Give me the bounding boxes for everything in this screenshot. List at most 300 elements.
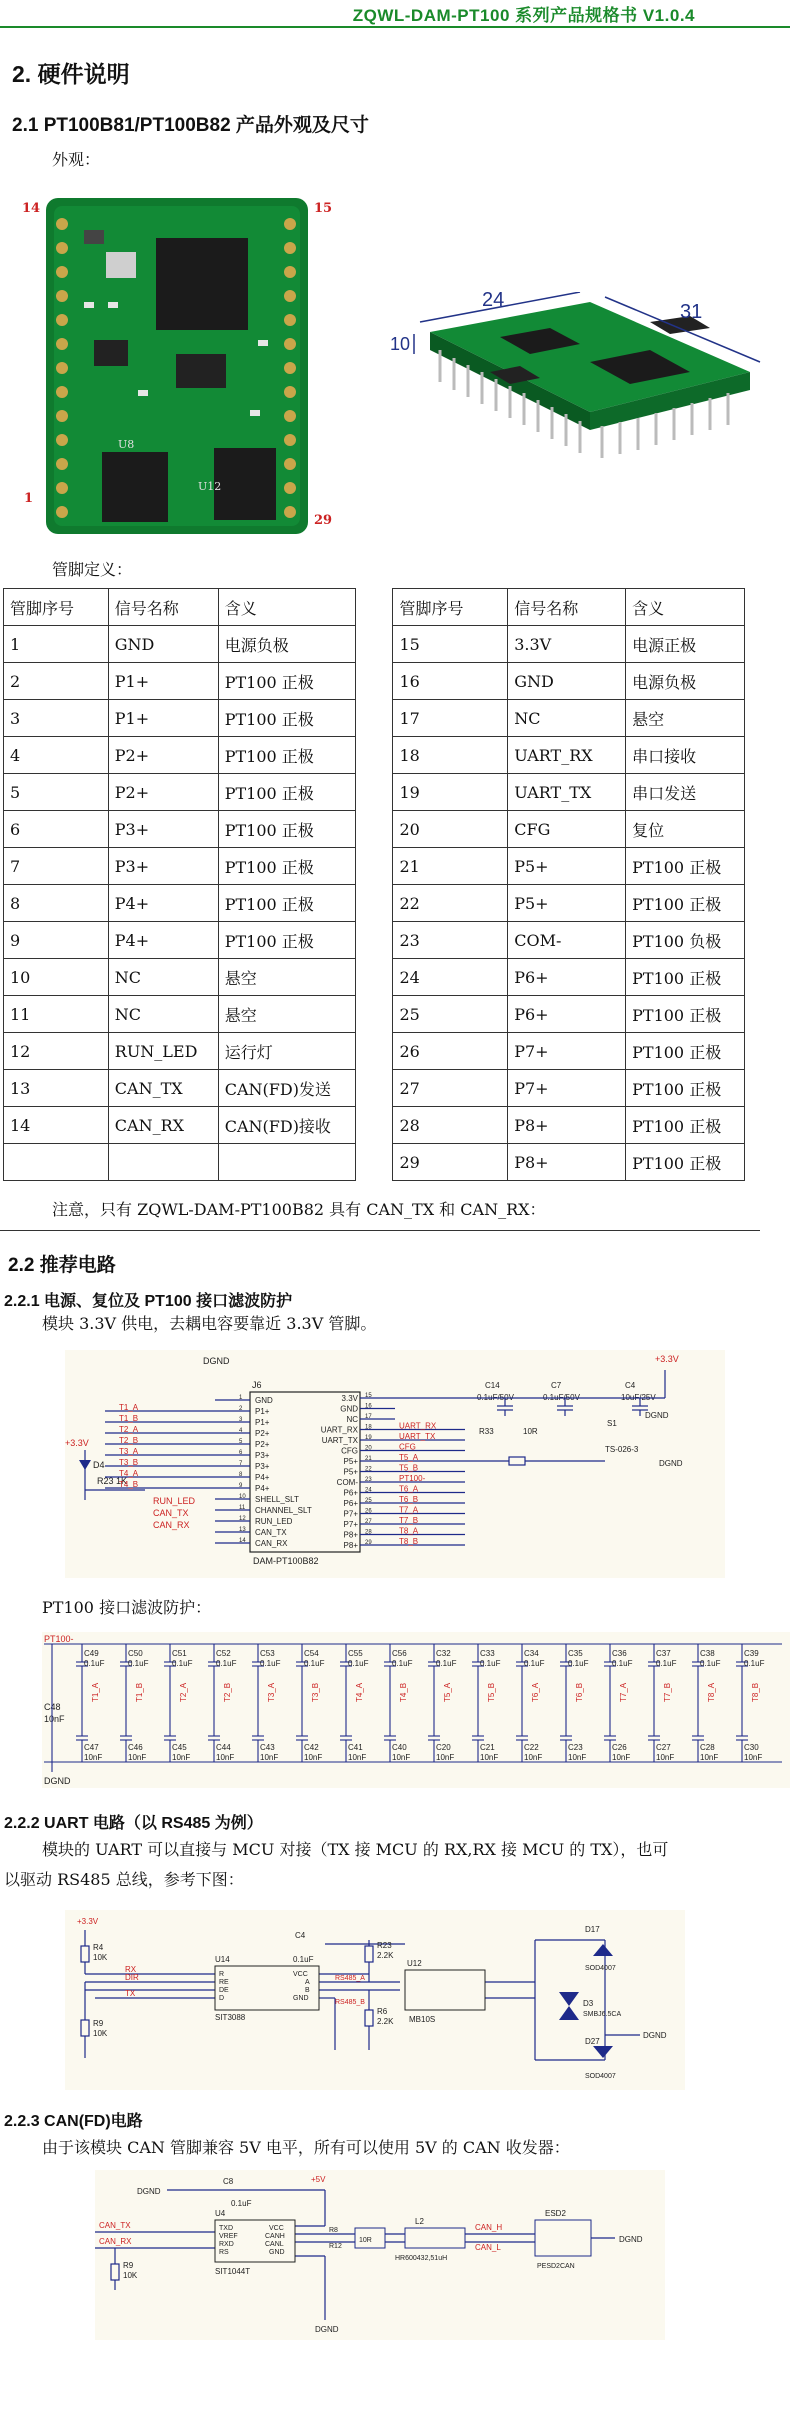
u14-pin-de: DE xyxy=(219,1987,229,1994)
gap-cell xyxy=(355,589,393,626)
j6-right-pin-number: 17 xyxy=(365,1414,372,1420)
j6-left-pin-number: 14 xyxy=(239,1538,246,1544)
j6-left-pin-number: 6 xyxy=(239,1450,243,1456)
left-net: T2_A xyxy=(119,1425,139,1434)
dim-length: 31 xyxy=(680,301,703,323)
top-cap-label: C39 xyxy=(744,1649,759,1658)
bot-cap-value: 10nF xyxy=(656,1753,675,1762)
dir-net: DIR xyxy=(125,1973,139,1982)
u12-part: MB10S xyxy=(409,2015,436,2024)
pin-cell: 27 xyxy=(393,1070,508,1107)
pin-cell: NC xyxy=(108,959,218,996)
left-net: T1_A xyxy=(119,1403,139,1412)
j6-right-pin: UART_RX xyxy=(320,1425,358,1435)
can-schematic-svg xyxy=(95,2170,665,2340)
j6-right-pin: GND xyxy=(340,1404,358,1414)
c14-label: C14 xyxy=(485,1381,500,1390)
top-cap-label: C35 xyxy=(568,1649,583,1658)
d3-part: SMBJ6.5CA xyxy=(583,2011,622,2018)
bot-cap-label: C46 xyxy=(128,1743,143,1752)
right-net: CFG xyxy=(399,1442,416,1452)
pin-cell: CAN_RX xyxy=(108,1107,218,1144)
top-cap-label: C56 xyxy=(392,1649,407,1658)
pin-cell: NC xyxy=(108,996,218,1033)
pin-cell: P6+ xyxy=(508,959,626,996)
pin-cell: RUN_LED xyxy=(108,1033,218,1070)
c4-value: 10uF/25V xyxy=(621,1393,656,1402)
gap-cell xyxy=(355,848,393,885)
pin-row xyxy=(4,774,745,811)
pin-cell: 悬空 xyxy=(626,700,745,737)
pin-cell: 1 xyxy=(4,626,109,663)
right-net: T8_B xyxy=(399,1537,419,1546)
bot-cap-label: C22 xyxy=(524,1743,539,1752)
j6-right-pin-number: 19 xyxy=(365,1435,372,1441)
j6-right-pin: NC xyxy=(346,1415,358,1424)
bot-cap-value: 10nF xyxy=(348,1753,367,1762)
pin-cell: 13 xyxy=(4,1070,109,1107)
pin-cell: 26 xyxy=(393,1033,508,1070)
top-cap-label: C50 xyxy=(128,1649,143,1658)
pin-cell: PT100 正极 xyxy=(218,700,355,737)
pin-cell: P7+ xyxy=(508,1070,626,1107)
pin-cell: P7+ xyxy=(508,1033,626,1070)
pin-def-label: 管脚定义： xyxy=(52,560,133,579)
rs485-schematic-svg xyxy=(65,1910,685,2090)
pin-row xyxy=(4,1033,745,1070)
pin-cell: PT100 正极 xyxy=(626,848,745,885)
rs485-schematic xyxy=(65,1910,685,2090)
pin-cell: 14 xyxy=(4,1107,109,1144)
gap-cell xyxy=(355,885,393,922)
pin-row xyxy=(4,885,745,922)
pin-cell: CAN(FD)接收 xyxy=(218,1107,355,1144)
gap-cell xyxy=(355,774,393,811)
r12-label: R12 xyxy=(329,2243,342,2250)
v33-right: +3.3V xyxy=(655,1354,679,1364)
c14-value: 0.1uF/50V xyxy=(477,1393,514,1402)
pin-cell: PT100 正极 xyxy=(218,663,355,700)
pin-cell: P2+ xyxy=(108,737,218,774)
pin-row xyxy=(4,663,745,700)
top-cap-value: 0.1uF xyxy=(744,1659,765,1668)
pin-cell: 24 xyxy=(393,959,508,996)
pin-cell: P5+ xyxy=(508,885,626,922)
header-rule xyxy=(0,26,790,28)
right-net: PT100- xyxy=(399,1474,426,1483)
j6-right-pin-number: 26 xyxy=(365,1508,372,1515)
r6-label: R6 xyxy=(377,2007,388,2016)
pin29-label: 29 xyxy=(314,513,333,528)
pin-table-header xyxy=(4,589,745,626)
bot-cap-value: 10nF xyxy=(480,1753,499,1762)
bot-cap-label: C41 xyxy=(348,1743,363,1752)
j6-right-pin-number: 29 xyxy=(365,1540,372,1546)
tx-net: TX xyxy=(125,1989,136,1998)
j6-left-pin-number: 9 xyxy=(239,1483,243,1489)
top-cap-value: 0.1uF xyxy=(216,1659,237,1668)
j6-left-pin: CAN_RX xyxy=(255,1539,288,1548)
pin-cell: GND xyxy=(508,663,626,700)
top-cap-label: C55 xyxy=(348,1649,363,1658)
r23-label: R23 1K xyxy=(97,1476,128,1486)
pin-cell: PT100 正极 xyxy=(218,811,355,848)
r33-label: R33 xyxy=(479,1427,494,1436)
page-header xyxy=(0,0,790,30)
pin-cell: P1+ xyxy=(108,663,218,700)
u4-part: SIT1044T xyxy=(215,2267,251,2276)
gap-cell xyxy=(355,1070,393,1107)
bot-cap-label: C20 xyxy=(436,1743,451,1752)
bot-cap-value: 10nF xyxy=(436,1753,455,1762)
pin-cell: P8+ xyxy=(508,1144,626,1181)
run-led-net: RUN_LED xyxy=(153,1496,196,1506)
bot-cap-value: 10nF xyxy=(304,1753,323,1762)
j6-left-pin: P3+ xyxy=(255,1451,270,1460)
pin-cell xyxy=(108,1144,218,1181)
j6-right-pin: P6+ xyxy=(343,1488,358,1498)
pin-cell: PT100 正极 xyxy=(218,774,355,811)
u4-pin-rs: RS xyxy=(219,2249,229,2256)
bot-cap-value: 10nF xyxy=(524,1753,543,1762)
filter-net: T5_A xyxy=(443,1682,452,1702)
c4-rs485: C4 xyxy=(295,1931,306,1940)
dgnd-label: DGND xyxy=(203,1356,230,1366)
top-cap-label: C33 xyxy=(480,1649,495,1658)
bot-cap-value: 10nF xyxy=(128,1753,147,1762)
dgnd-filter: DGND xyxy=(44,1776,71,1786)
top-cap-label: C37 xyxy=(656,1649,671,1658)
bot-cap-label: C30 xyxy=(744,1743,759,1752)
header-cell: 信号名称 xyxy=(508,589,626,626)
dgnd-switch: DGND xyxy=(659,1459,683,1468)
d27-part: SOD4007 xyxy=(585,2073,616,2080)
j6-left-pin-number: 1 xyxy=(239,1395,243,1401)
top-cap-value: 0.1uF xyxy=(524,1659,545,1668)
pin-cell: UART_TX xyxy=(508,774,626,811)
pin-cell: PT100 正极 xyxy=(218,885,355,922)
top-cap-label: C38 xyxy=(700,1649,715,1658)
pin-row xyxy=(4,1107,745,1144)
pin-cell: 11 xyxy=(4,996,109,1033)
filter-net: T6_A xyxy=(531,1682,540,1702)
r9-can-value: 10K xyxy=(123,2271,138,2280)
j6-right-pin-number: 21 xyxy=(365,1456,372,1462)
bot-cap-label: C21 xyxy=(480,1743,495,1752)
pin-cell: COM- xyxy=(508,922,626,959)
top-cap-value: 0.1uF xyxy=(480,1659,501,1668)
u14-pin-vcc: VCC xyxy=(293,1971,308,1978)
u14-pin-re: RE xyxy=(219,1979,229,1986)
header-cell: 管脚序号 xyxy=(4,589,109,626)
v33-left: +3.3V xyxy=(65,1438,89,1448)
pin-cell: GND xyxy=(108,626,218,663)
r4-label: R4 xyxy=(93,1943,104,1952)
pin-cell: P3+ xyxy=(108,811,218,848)
pin-cell: 悬空 xyxy=(218,996,355,1033)
bot-cap-value: 10nF xyxy=(260,1753,279,1762)
filter-net: T8_B xyxy=(751,1682,760,1702)
pin-cell: PT100 正极 xyxy=(626,1144,745,1181)
bot-cap-label: C26 xyxy=(612,1743,627,1752)
filter-net: T2_A xyxy=(179,1682,188,1702)
left-net: T1_B xyxy=(119,1414,139,1423)
bot-cap-label: C43 xyxy=(260,1743,275,1752)
bot-cap-label: C45 xyxy=(172,1743,187,1752)
canl-net: CAN_L xyxy=(475,2243,501,2252)
filter-net: T4_A xyxy=(355,1682,364,1702)
uart-text-2: 以驱动 RS485 总线，参考下图： xyxy=(4,1870,244,1889)
pin-cell: PT100 正极 xyxy=(626,1070,745,1107)
r23-rs485: R23 xyxy=(377,1941,392,1950)
j6-right-pin-number: 23 xyxy=(365,1477,372,1483)
rs485a-net: RS485_A xyxy=(335,1975,365,1982)
dgnd-cap: DGND xyxy=(645,1411,669,1420)
right-net: T6_A xyxy=(399,1484,419,1494)
j6-right-pin: P5+ xyxy=(343,1467,358,1477)
top-cap-label: C54 xyxy=(304,1649,319,1658)
left-net: T4_A xyxy=(119,1469,139,1478)
bot-cap-label: C42 xyxy=(304,1743,319,1752)
pin-row xyxy=(4,700,745,737)
j6-right-pin-number: 24 xyxy=(365,1487,372,1494)
pin-cell: 23 xyxy=(393,922,508,959)
top-cap-value: 0.1uF xyxy=(392,1659,413,1668)
canh-net: CAN_H xyxy=(475,2223,503,2232)
gap-cell xyxy=(355,959,393,996)
j6-right-pin: 3.3V xyxy=(341,1394,358,1403)
pin-cell: 7 xyxy=(4,848,109,885)
j6-left-pin-number: 4 xyxy=(239,1428,243,1434)
j6-label: J6 xyxy=(252,1380,262,1390)
pin-cell: PT100 正极 xyxy=(626,996,745,1033)
c48-label: C48 xyxy=(44,1702,61,1712)
can-tx-net: CAN_TX xyxy=(153,1508,189,1518)
pin-cell: P2+ xyxy=(108,774,218,811)
u14-pin-gnd: GND xyxy=(293,1995,309,2002)
gap-cell xyxy=(355,1107,393,1144)
c8-value: 0.1uF xyxy=(231,2199,252,2208)
d17-part: SOD4007 xyxy=(585,1965,616,1972)
c8-label: C8 xyxy=(223,2177,234,2186)
dgnd-esd: DGND xyxy=(619,2235,643,2244)
board-3d-photo xyxy=(390,292,780,512)
j6-right-pin-number: 28 xyxy=(365,1529,372,1536)
r23-rs485-value: 2.2K xyxy=(377,1951,394,1960)
j6-right-pin: P8+ xyxy=(343,1530,358,1540)
rx-net: RX xyxy=(125,1965,137,1974)
dgnd-rs485: DGND xyxy=(643,2031,667,2040)
c4-rs485-value: 0.1uF xyxy=(293,1955,314,1964)
header-title: ZQWL-DAM-PT100 系列产品规格书 V1.0.4 xyxy=(352,6,695,25)
section-2-2-title: 2.2 推荐电路 xyxy=(8,1255,116,1276)
header-cell: 含义 xyxy=(218,589,355,626)
section-2-title: 2. 硬件说明 xyxy=(12,61,130,87)
pin-cell: 运行灯 xyxy=(218,1033,355,1070)
pin-cell: 串口接收 xyxy=(626,737,745,774)
j6-right-pin: P5+ xyxy=(343,1457,358,1466)
filter-net: T7_B xyxy=(663,1682,672,1702)
power-reset-schematic xyxy=(65,1350,725,1578)
pin-cell: 12 xyxy=(4,1033,109,1070)
pin-cell: P1+ xyxy=(108,700,218,737)
left-net: T4_B xyxy=(119,1480,139,1489)
j6-left-pin: CAN_TX xyxy=(255,1528,287,1537)
r9-value: 10K xyxy=(93,2029,108,2038)
pin-cell: 22 xyxy=(393,885,508,922)
pin-cell: 10 xyxy=(4,959,109,996)
led-d4: D4 xyxy=(93,1460,105,1470)
l2-label: L2 xyxy=(415,2217,424,2226)
pin14-label: 14 xyxy=(22,201,41,216)
u14-pin-d: D xyxy=(219,1995,225,2002)
j6-left-pin: RUN_LED xyxy=(255,1517,293,1526)
pin-cell xyxy=(218,1144,355,1181)
right-net: UART_TX xyxy=(399,1432,436,1441)
r33-value: 10R xyxy=(523,1427,538,1436)
s1-label: S1 xyxy=(607,1419,617,1428)
pin-cell: 复位 xyxy=(626,811,745,848)
pin-cell: PT100 正极 xyxy=(626,885,745,922)
section-2-2-1-title: 2.2.1 电源、复位及 PT100 接口滤波防护 xyxy=(4,1293,293,1310)
bot-cap-value: 10nF xyxy=(84,1753,103,1762)
filter-net: T5_B xyxy=(487,1682,496,1702)
pin-row xyxy=(4,1070,745,1107)
top-cap-label: C53 xyxy=(260,1649,275,1658)
r8-label: R8 xyxy=(329,2227,338,2234)
pin-cell: 电源负极 xyxy=(218,626,355,663)
filter-text: PT100 接口滤波防护： xyxy=(42,1598,212,1617)
pin-row xyxy=(4,811,745,848)
right-net: UART_RX xyxy=(399,1421,437,1431)
bot-cap-label: C28 xyxy=(700,1743,715,1752)
pin-cell: 20 xyxy=(393,811,508,848)
filter-net: T1_A xyxy=(91,1682,100,1702)
pin-cell: 4 xyxy=(4,737,109,774)
power-reset-schematic-svg xyxy=(65,1350,725,1578)
top-cap-label: C51 xyxy=(172,1649,187,1658)
j6-right-pin-number: 15 xyxy=(365,1393,372,1399)
pin-cell: 8 xyxy=(4,885,109,922)
j6-right-pin-number: 16 xyxy=(365,1403,372,1410)
filter-net: T4_B xyxy=(399,1682,408,1702)
j6-right-pin: COM- xyxy=(336,1478,358,1487)
pin-cell: 电源负极 xyxy=(626,663,745,700)
pin-row xyxy=(4,996,745,1033)
can-rx-net: CAN_RX xyxy=(153,1520,190,1530)
top-cap-value: 0.1uF xyxy=(128,1659,149,1668)
top-cap-value: 0.1uF xyxy=(260,1659,281,1668)
u14-label: U14 xyxy=(215,1955,230,1964)
j6-left-pin-number: 13 xyxy=(239,1527,246,1533)
appearance-label: 外观： xyxy=(52,150,101,169)
dim-height: 10 xyxy=(390,334,411,354)
rs485b-net: RS485_B xyxy=(335,1999,365,2006)
pin-cell: 串口发送 xyxy=(626,774,745,811)
c48-value: 10nF xyxy=(44,1714,65,1724)
u4-label: U4 xyxy=(215,2209,226,2218)
r9-label: R9 xyxy=(93,2019,104,2028)
dgnd-can-bottom: DGND xyxy=(315,2325,339,2334)
c7-label: C7 xyxy=(551,1381,562,1390)
pin-row xyxy=(4,959,745,996)
section-2-2-2-title: 2.2.2 UART 电路（以 RS485 为例） xyxy=(4,1815,263,1832)
j6-left-pin-number: 2 xyxy=(239,1406,243,1412)
top-cap-value: 0.1uF xyxy=(84,1659,105,1668)
filter-net: T8_A xyxy=(707,1682,716,1702)
pin-cell: P4+ xyxy=(108,885,218,922)
right-net: T7_B xyxy=(399,1516,419,1525)
top-cap-value: 0.1uF xyxy=(612,1659,633,1668)
r6-value: 2.2K xyxy=(377,2017,394,2026)
pin-cell: 29 xyxy=(393,1144,508,1181)
pin-cell: CAN_TX xyxy=(108,1070,218,1107)
gap-cell xyxy=(355,700,393,737)
bot-cap-label: C40 xyxy=(392,1743,407,1752)
can-schematic xyxy=(95,2170,665,2340)
j6-part: DAM-PT100B82 xyxy=(253,1556,319,1566)
pin-row xyxy=(4,1144,745,1181)
gap-cell xyxy=(355,996,393,1033)
j6-left-pin: P3+ xyxy=(255,1462,270,1471)
power-text: 模块 3.3V 供电，去耦电容要靠近 3.3V 管脚。 xyxy=(42,1314,377,1333)
top-cap-label: C34 xyxy=(524,1649,539,1658)
j6-left-pin-number: 3 xyxy=(239,1417,243,1423)
top-cap-value: 0.1uF xyxy=(436,1659,457,1668)
section-2-2-3-title: 2.2.3 CAN(FD)电路 xyxy=(4,2113,143,2130)
pin-cell: CAN(FD)发送 xyxy=(218,1070,355,1107)
j6-right-pin-number: 25 xyxy=(365,1498,372,1504)
c4-label: C4 xyxy=(625,1381,636,1390)
j6-left-pin-number: 7 xyxy=(239,1461,243,1467)
j6-right-pin: UART_TX xyxy=(321,1436,358,1445)
pin-row xyxy=(4,737,745,774)
bot-cap-value: 10nF xyxy=(700,1753,719,1762)
gap-cell xyxy=(355,1033,393,1070)
board-top-photo xyxy=(18,190,338,550)
u4-pin-canh: CANH xyxy=(265,2233,285,2240)
header-cell: 信号名称 xyxy=(108,589,218,626)
top-cap-label: C32 xyxy=(436,1649,451,1658)
pin-cell: 19 xyxy=(393,774,508,811)
pin-cell: NC xyxy=(508,700,626,737)
pin-cell: 悬空 xyxy=(218,959,355,996)
gap-cell xyxy=(355,811,393,848)
pin-cell: 21 xyxy=(393,848,508,885)
esd2-part: PESD2CAN xyxy=(537,2263,575,2270)
bot-cap-label: C23 xyxy=(568,1743,583,1752)
pin-cell: P8+ xyxy=(508,1107,626,1144)
l2-value: HR600432,51uH xyxy=(395,2255,448,2262)
d27-label: D27 xyxy=(585,2037,600,2046)
can-text: 由于该模块 CAN 管脚兼容 5V 电平，所有可以使用 5V 的 CAN 收发器： xyxy=(42,2138,570,2157)
left-net: T3_B xyxy=(119,1458,139,1467)
u14-pin-a: A xyxy=(305,1979,310,1986)
filter-net: T3_A xyxy=(267,1682,276,1702)
bot-cap-value: 10nF xyxy=(568,1753,587,1762)
pin-cell: PT100 正极 xyxy=(626,1033,745,1070)
top-cap-label: C36 xyxy=(612,1649,627,1658)
j6-left-pin: P4+ xyxy=(255,1484,270,1493)
j6-right-pin: P7+ xyxy=(343,1509,358,1519)
u4-pin-canl: CANL xyxy=(265,2241,284,2248)
uart-text-1: 模块的 UART 可以直接与 MCU 对接（TX 接 MCU 的 RX,RX 接 MCU 的 TX），也可 xyxy=(42,1840,669,1859)
bot-cap-label: C47 xyxy=(84,1743,99,1752)
pin-cell: UART_RX xyxy=(508,737,626,774)
bot-cap-label: C44 xyxy=(216,1743,231,1752)
j6-left-pin: CHANNEL_SLT xyxy=(255,1506,312,1515)
pin-cell: PT100 正极 xyxy=(218,922,355,959)
